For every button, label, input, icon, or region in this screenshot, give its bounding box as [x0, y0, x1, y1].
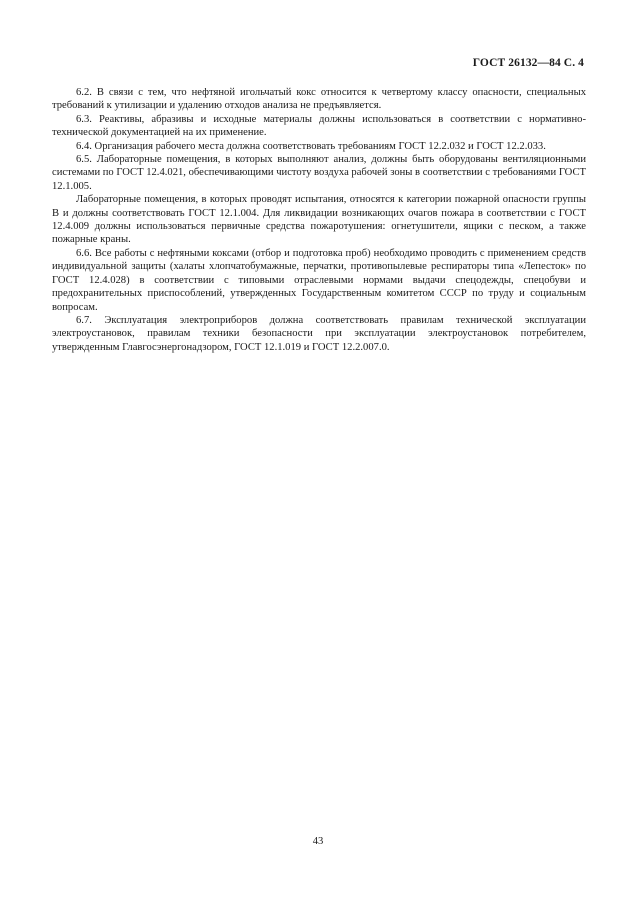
- paragraph-6-2: 6.2. В связи с тем, что нефтяной игольчатый кокс относится к четвертому классу опасности, специальных требований к утилизации и удалению отходов анализа не предъявляется.: [52, 87, 586, 112]
- paragraph-6-7: 6.7. Эксплуатация электроприборов должна соответствовать правилам технической эксплуатации электроустановок, правилам техники безопасности при эксплуатации электроустановок потребителем, утвержденным Главгосэнергонадзором, ГОСТ 12.1.019 и ГОСТ 12.2.007.0.: [52, 314, 586, 353]
- paragraph-fire-safety: Лабораторные помещения, в которых проводят испытания, относятся к категории пожарной опасности группы В и должны соответствовать ГОСТ 12.1.004. Для ликвидации возникающих очагов пожара в соответствии с ГОСТ 12.4.009 должны использоваться первичные средства пожаротушения: огнетушители, ящики с песком, а также пожарные краны.: [52, 194, 586, 246]
- paragraph-6-6: 6.6. Все работы с нефтяными коксами (отбор и подготовка проб) необходимо проводить с применением средств индивидуальной защиты (халаты хлопчатобумажные, перчатки, противопылевые респираторы типа «Лепесток» по ГОСТ 12.4.028) в соответствии с типовыми отраслевыми нормами выдачи спецодежды, спецобуви и предохранительных приспособлений, утвержденных Государственным комитетом СССР по труду и социальным вопросам.: [52, 247, 586, 313]
- paragraph-6-4: 6.4. Организация рабочего места должна соответствовать требованиям ГОСТ 12.2.032 и ГОСТ 12.2.033.: [76, 140, 546, 152]
- page-number: 43: [312, 836, 324, 847]
- paragraph-6-5: 6.5. Лабораторные помещения, в которых выполняют анализ, должны быть оборудованы вентиляционными системами по ГОСТ 12.4.021, обеспечивающими чистоту воздуха рабочей зоны в соответствии с требованиями ГОСТ 12.1.005.: [52, 154, 586, 192]
- paragraph-6-3: 6.3. Реактивы, абразивы и исходные материалы должны использоваться в соответствии с нормативно-технической документацией на их применение.: [52, 113, 586, 139]
- page-header: ГОСТ 26132—84 С. 4: [472, 57, 584, 69]
- document-body: [52, 86, 586, 354]
